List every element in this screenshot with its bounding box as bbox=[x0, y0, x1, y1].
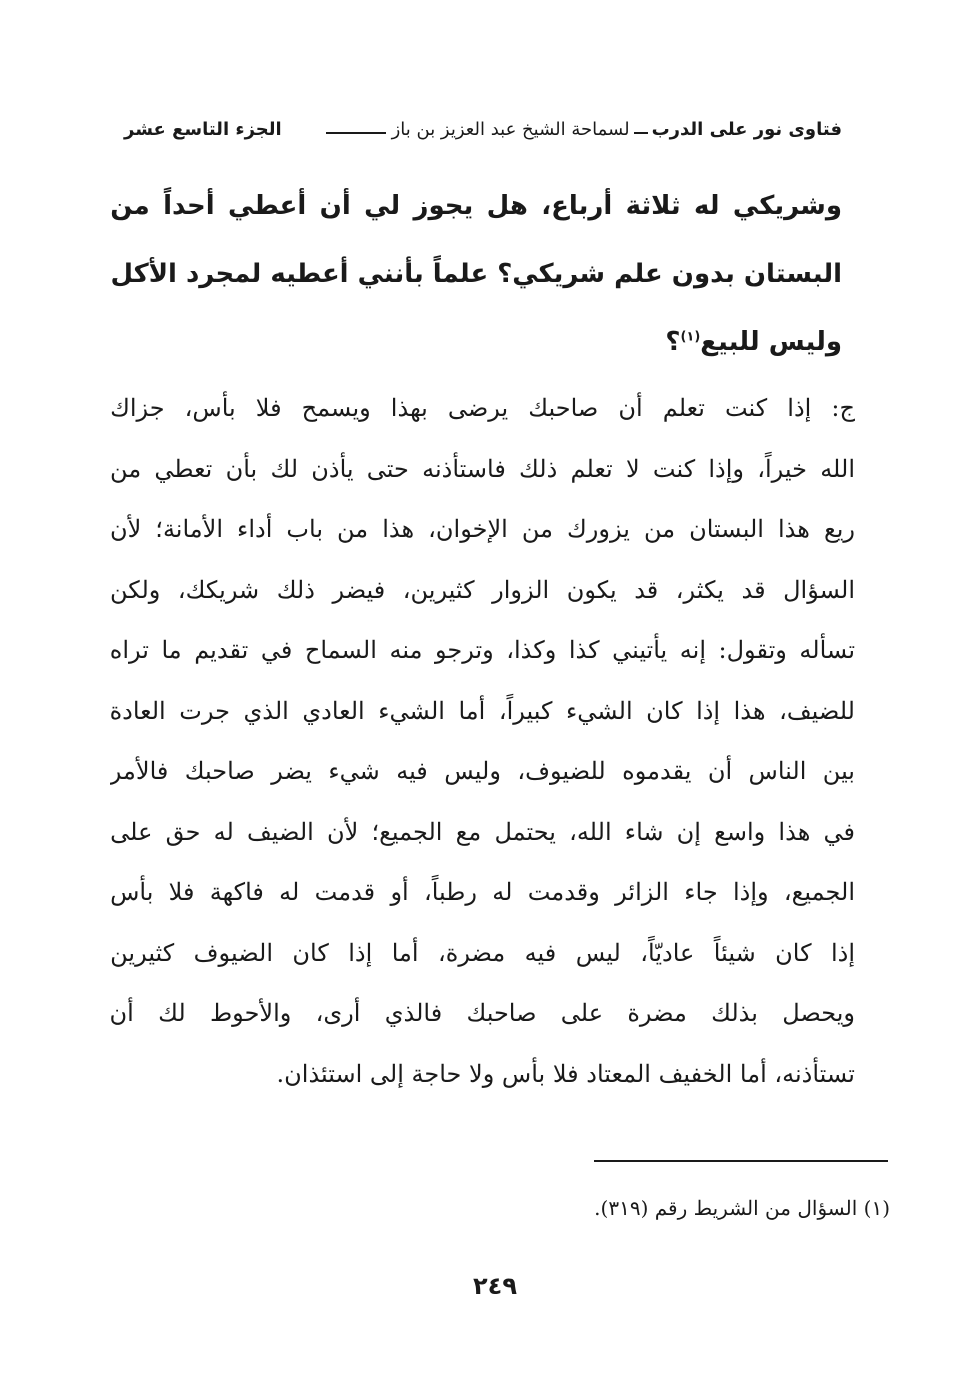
header-separator-rule bbox=[326, 132, 386, 134]
question-line: وشريكي له ثلاثة أرباع، هل يجوز لي أن أعطي أحداً من bbox=[110, 191, 842, 221]
answer-line: ريع هذا البستان من يزورك من الإخوان، هذا من باب أداء الأمانة؛ لأن bbox=[110, 515, 855, 543]
header-book-info bbox=[320, 119, 842, 140]
header-volume: الجزء التاسع عشر bbox=[124, 119, 282, 140]
header-separator-dash bbox=[634, 132, 648, 134]
answer-line: ج: إذا كنت تعلم أن صاحبك يرضى بهذا ويسمح فلا بأس، جزاك bbox=[110, 394, 855, 422]
answer-line: ويحصل بذلك مضرة على صاحبك فالذي أرى، والأحوط لك أن bbox=[110, 999, 855, 1027]
running-header bbox=[124, 100, 842, 140]
answer-line: الله خيراً، وإذا كنت لا تعلم ذلك فاستأذنه حتى يأذن لك بأن تعطي من bbox=[110, 454, 855, 483]
answer-line: تسأله وتقول: إنه يأتيني كذا وكذا، وترجو منه السماح في تقديم ما تراه bbox=[110, 636, 855, 664]
answer-line: في هذا واسع إن شاء الله، يحتمل مع الجميع؛ لأن الضيف له حق على bbox=[110, 817, 855, 846]
header-author: لسماحة الشيخ عبد العزيز بن باز bbox=[391, 119, 630, 140]
question-block bbox=[110, 172, 842, 376]
answer-line: إذا كان شيئاً عاديّاً، ليس فيه مضرة، أما إذا كان الضيوف كثيرين bbox=[110, 938, 855, 967]
question-line-last bbox=[110, 308, 842, 376]
page-number: ٢٤٩ bbox=[473, 1272, 517, 1300]
header-book-title: فتاوى نور على الدرب bbox=[651, 119, 842, 140]
answer-line: الجميع، وإذا جاء الزائر وقدمت له رطباً، أو قدمت له فاكهة فلا بأس bbox=[110, 878, 855, 906]
question-line-text: وليس للبيع bbox=[700, 327, 842, 357]
question-end-mark: ؟ bbox=[665, 327, 681, 357]
answer-line: بين الناس أن يقدموه للضيوف، وليس فيه شيء يضر صاحبك فالأمر bbox=[110, 757, 855, 785]
answer-line: للضيف، هذا إذا كان الشيء كبيراً، أما الشيء العادي الذي جرت العادة bbox=[110, 696, 855, 725]
footnote-marker: (١) bbox=[680, 329, 701, 345]
answer-block bbox=[110, 378, 855, 1104]
answer-line: السؤال قد يكثر، قد يكون الزوار كثيرين، فيضر ذلك شريكك، ولكن bbox=[110, 575, 855, 604]
footnote-separator bbox=[594, 1160, 888, 1162]
footnote: (١) السؤال من الشريط رقم (٣١٩). bbox=[594, 1196, 890, 1220]
question-line: البستان بدون علم شريكي؟ علماً بأنني أعطيه لمجرد الأكل bbox=[110, 259, 842, 289]
answer-line: تستأذنه، أما الخفيف المعتاد فلا بأس ولا حاجة إلى استئذان. bbox=[276, 1059, 855, 1088]
